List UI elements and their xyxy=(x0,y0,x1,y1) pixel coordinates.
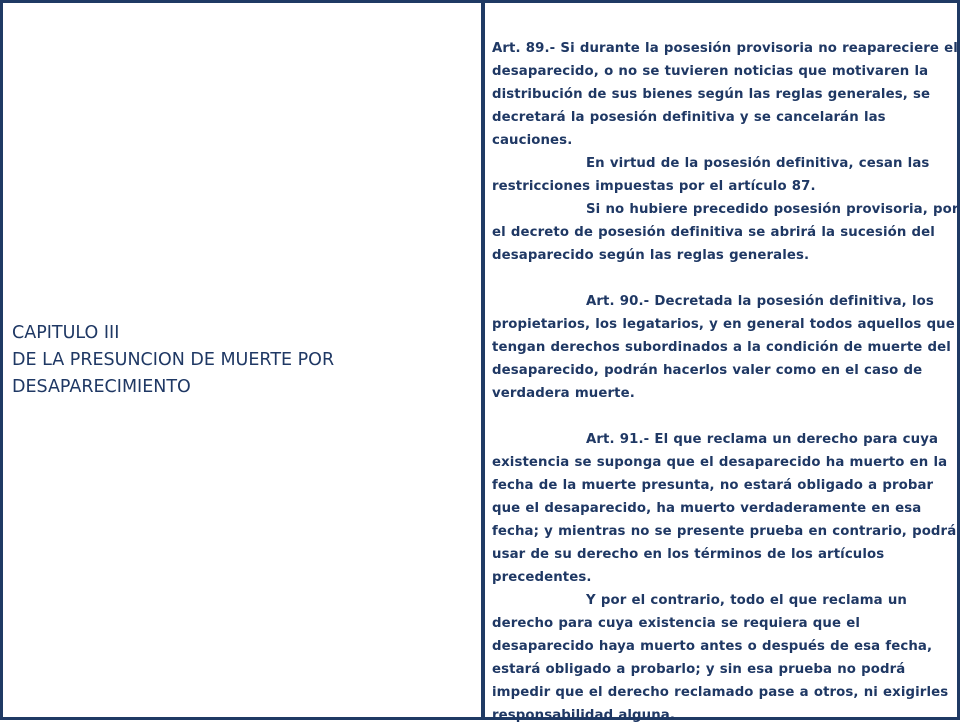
chapter-title-line1: DE LA PRESUNCION DE MUERTE POR xyxy=(12,349,335,370)
article-91-paragraph-2: Y por el contrario, todo el que reclama un derecho para cuya existencia se requiera que el desaparecido haya muerto antes o después de esa fecha, estará obligado a probarlo; y sin esa prueba no podrá impedir que el derecho reclamado pase a otros, ni exigirles responsabilidad alguna. xyxy=(492,593,949,723)
article-90-paragraph-1: Art. 90.- Decretada la posesión definitiva, los propietarios, los legatarios, y en general todos aquellos que tengan derechos subordinados a la condición de muerte del desaparecido, podrán hacerlos valer como en el caso de verdadera muerte. xyxy=(492,294,955,401)
article-91-paragraph-1: Art. 91.- El que reclama un derecho para cuya existencia se suponga que el desaparecido ha muerto en la fecha de la muerte presunta, no estará obligado a probar que el desaparecido, ha muerto verdaderamente en esa fecha; y mientras no se presente prueba en contrario, podrá usar de su derecho en los términos de los artículos precedentes. xyxy=(492,432,957,585)
articles-panel xyxy=(492,37,960,727)
chapter-title-line2: DESAPARECIMIENTO xyxy=(12,376,191,397)
article-89-paragraph-3: Si no hubiere precedido posesión provisoria, por el decreto de posesión definitiva se abrirá la sucesión del desaparecido según las reglas generales. xyxy=(492,202,959,263)
article-89-paragraph-2: En virtud de la posesión definitiva, cesan las restricciones impuestas por el artículo 87. xyxy=(492,156,930,194)
article-89-paragraph-1: Art. 89.- Si durante la posesión provisoria no reapareciere el desaparecido, o no se tuvieren noticias que motivaren la distribución de sus bienes según las reglas generales, se decretará la posesión definitiva y se cancelarán las cauciones. xyxy=(492,41,958,148)
column-divider xyxy=(481,3,485,717)
chapter-heading xyxy=(12,320,334,401)
chapter-number: CAPITULO III xyxy=(12,322,120,343)
left-panel xyxy=(3,3,481,717)
